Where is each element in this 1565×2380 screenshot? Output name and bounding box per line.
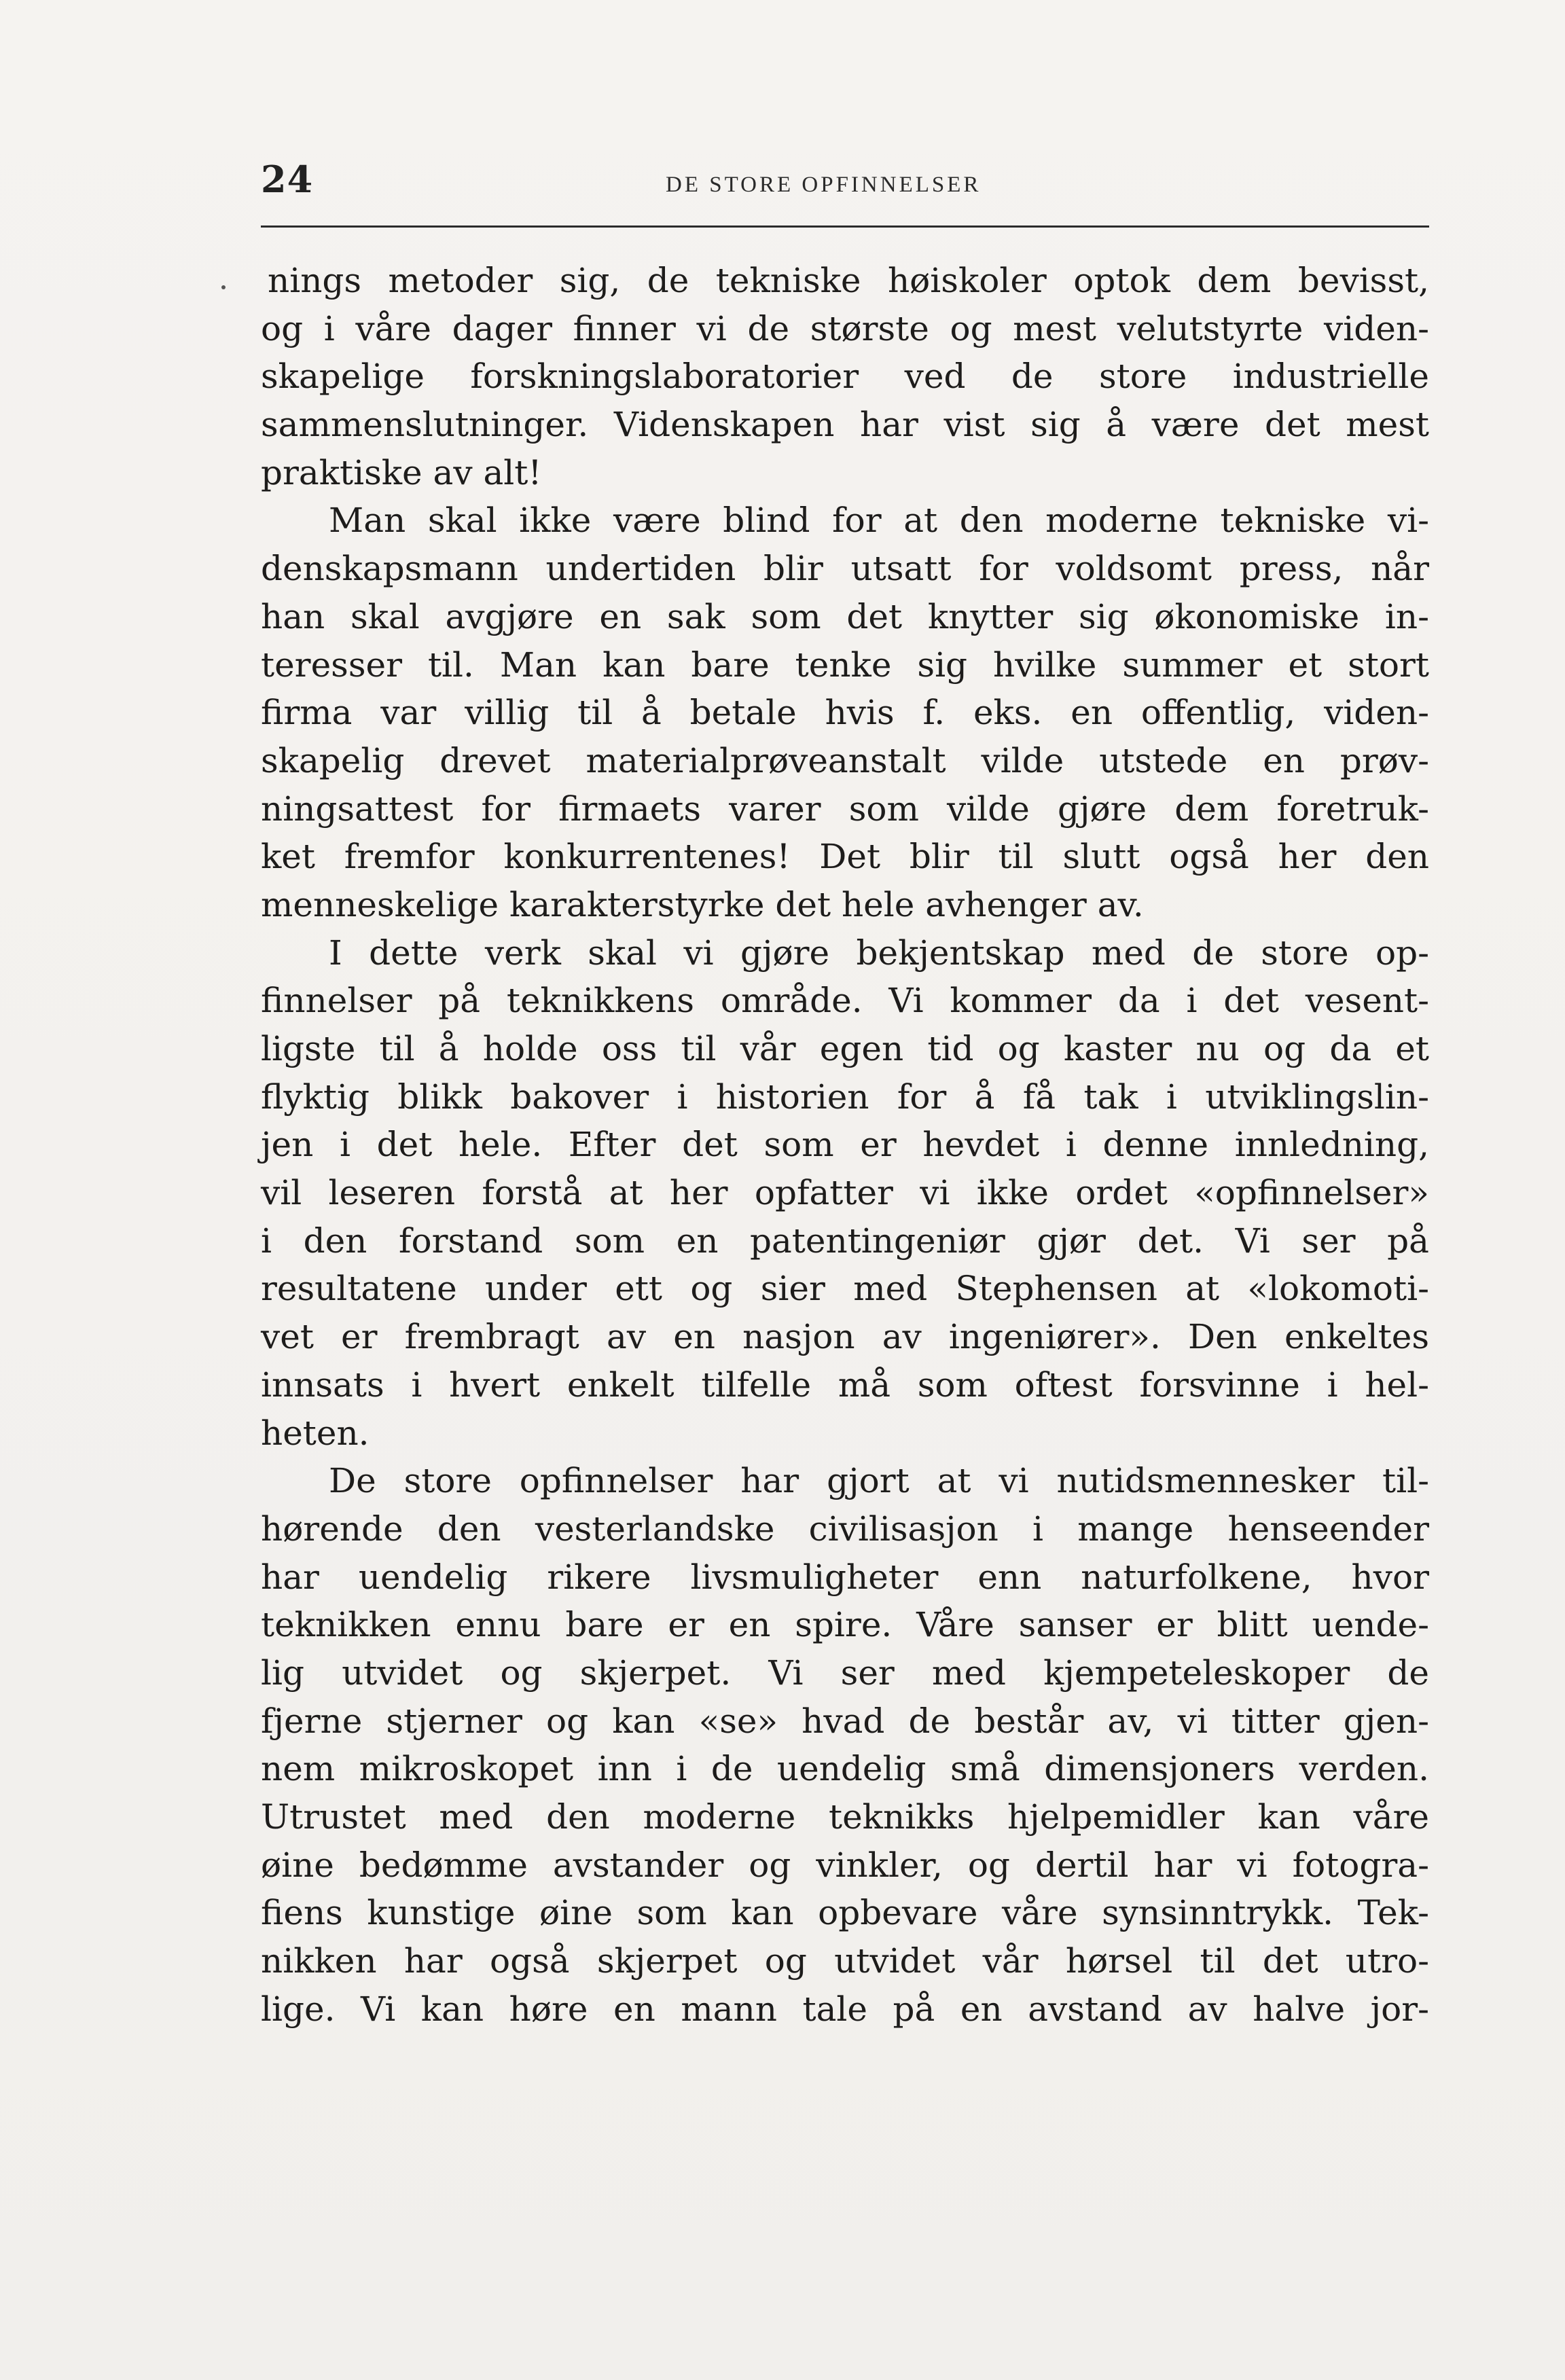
text-line: innsats i hvert enkelt tilfelle må som oftest forsvinne i hel- xyxy=(261,1365,1429,1405)
text-line: ligste til å holde oss til vår egen tid og kaster nu og da et xyxy=(261,1029,1429,1068)
text-line: har uendelig rikere livsmuligheter enn naturfolkene, hvor xyxy=(261,1557,1429,1597)
body-text xyxy=(261,257,1429,2033)
text-line: hørende den vesterlandske civilisasjon i mange henseender xyxy=(261,1509,1429,1549)
text-line: teresser til. Man kan bare tenke sig hvilke summer et stort xyxy=(261,645,1429,685)
text-line: Utrustet med den moderne teknikks hjelpemidler kan våre xyxy=(261,1797,1429,1837)
paragraph xyxy=(261,1457,1429,2033)
text-line: nings metoder sig, de tekniske høiskoler optok dem bevisst, xyxy=(268,261,1429,300)
page-number: 24 xyxy=(261,158,314,201)
text-line: skapelige forskningslaboratorier ved de store industrielle xyxy=(261,357,1429,397)
text-line: vet er frembragt av en nasjon av ingeniører». Den enkeltes xyxy=(261,1317,1429,1357)
text-line: ningsattest for firmaets varer som vilde gjøre dem foretruk- xyxy=(261,789,1429,829)
text-line: øine bedømme avstander og vinkler, og dertil har vi fotogra- xyxy=(261,1845,1429,1885)
paragraph xyxy=(261,497,1429,928)
text-line: fiens kunstige øine som kan opbevare våre synsinntrykk. Tek- xyxy=(261,1893,1429,1933)
text-line: lige. Vi kan høre en mann tale på en avstand av halve jor- xyxy=(261,1989,1429,2029)
text-line: skapelig drevet materialprøveanstalt vilde utstede en prøv- xyxy=(261,740,1429,780)
text-line: praktiske av alt! xyxy=(261,452,542,492)
text-line: firma var villig til å betale hvis f. eks. en offentlig, viden- xyxy=(261,693,1429,733)
text-line: nikken har også skjerpet og utvidet vår hørsel til det utro- xyxy=(261,1941,1429,1981)
text-line: resultatene under ett og sier med Stephensen at «lokomoti- xyxy=(261,1269,1429,1309)
text-line: i den forstand som en patentingeniør gjør det. Vi ser på xyxy=(261,1221,1429,1261)
text-line: ket fremfor konkurrentenes! Det blir til slutt også her den xyxy=(261,837,1429,877)
text-line: heten. xyxy=(261,1413,370,1453)
text-line: vil leseren forstå at her opfatter vi ikke ordet «opfinnelser» xyxy=(261,1173,1429,1213)
text-line: I dette verk skal vi gjøre bekjentskap med de store op- xyxy=(329,933,1429,973)
text-line: denskapsmann undertiden blir utsatt for voldsomt press, når xyxy=(261,549,1429,589)
text-line: menneskelige karakterstyrke det hele avhenger av. xyxy=(261,884,1144,924)
text-line: teknikken ennu bare er en spire. Våre sanser er blitt uende- xyxy=(261,1605,1429,1645)
text-line: Man skal ikke være blind for at den moderne tekniske vi- xyxy=(329,501,1429,541)
text-line: og i våre dager finner vi de største og mest velutstyrte viden- xyxy=(261,308,1429,348)
text-line: nem mikroskopet inn i de uendelig små dimensjoners verden. xyxy=(261,1749,1429,1789)
text-line: sammenslutninger. Videnskapen har vist sig å være det mest xyxy=(261,405,1429,445)
paragraph xyxy=(261,929,1429,1458)
text-line: lig utvidet og skjerpet. Vi ser med kjempeteleskoper de xyxy=(261,1653,1429,1693)
header-rule xyxy=(261,226,1429,228)
margin-speck xyxy=(221,285,226,289)
text-line: finnelser på teknikkens område. Vi kommer da i det vesent- xyxy=(261,981,1429,1021)
text-line: De store opfinnelser har gjort at vi nutidsmennesker til- xyxy=(329,1461,1429,1501)
text-line: flyktig blikk bakover i historien for å få tak i utviklingslin- xyxy=(261,1077,1429,1117)
text-line: fjerne stjerner og kan «se» hvad de består av, vi titter gjen- xyxy=(261,1701,1429,1741)
text-line: jen i det hele. Efter det som er hevdet i denne innledning, xyxy=(261,1125,1429,1165)
running-head: DE STORE OPFINNELSER xyxy=(666,173,982,197)
page-header xyxy=(261,158,1429,208)
text-line: han skal avgjøre en sak som det knytter sig økonomiske in- xyxy=(261,596,1429,636)
paragraph xyxy=(261,257,1429,497)
